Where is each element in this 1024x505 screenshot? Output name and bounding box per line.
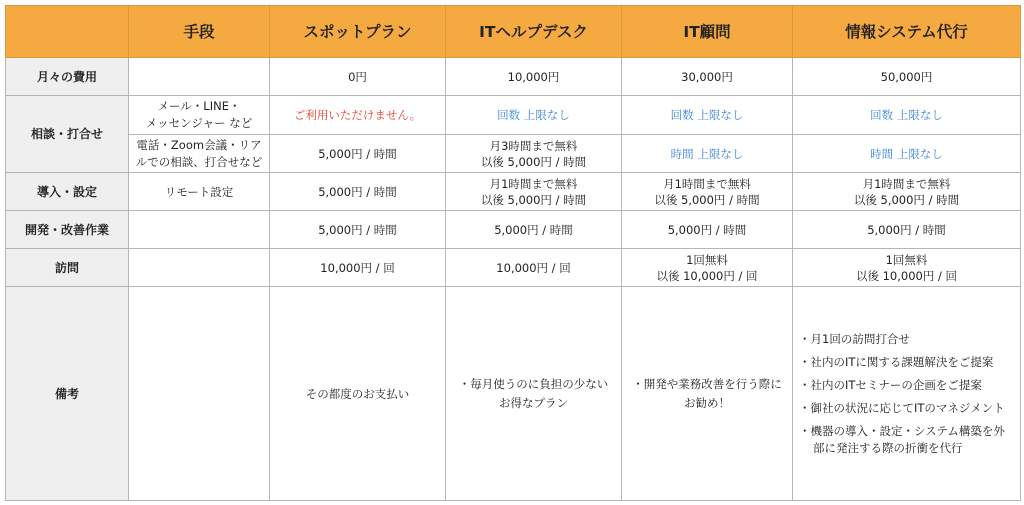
row-sub xyxy=(129,249,270,287)
cell-agency: 時間 上限なし xyxy=(793,135,1021,173)
note-item: ・社内のITセミナーの企画をご提案 xyxy=(799,377,982,392)
header-means: 手段 xyxy=(129,6,270,58)
row-label: 相談・打合せ xyxy=(6,96,129,173)
row-label: 備考 xyxy=(6,287,129,501)
row-sub: リモート設定 xyxy=(129,173,270,211)
header-it-advisor: IT顧問 xyxy=(622,6,793,58)
note-item: ・月1回の訪問打合せ xyxy=(799,331,910,346)
plan-comparison-table xyxy=(5,5,1021,501)
cell-helpdesk: 月1時間まで無料 以後 5,000円 / 時間 xyxy=(446,173,622,211)
row-sub xyxy=(129,58,270,96)
note-item: ・御社の状況に応じてITのマネジメント xyxy=(799,400,1005,415)
row-sub xyxy=(129,211,270,249)
cell-agency xyxy=(793,287,1021,501)
row-consult-a xyxy=(6,96,1021,135)
note-item-continued: 部に発注する際の折衝を代行 xyxy=(813,440,963,455)
cell-agency: 5,000円 / 時間 xyxy=(793,211,1021,249)
row-consult-b xyxy=(6,135,1021,173)
cell-advisor: 5,000円 / 時間 xyxy=(622,211,793,249)
row-sub: 電話・Zoom会議・リア ルでの相談、打合せなど xyxy=(129,135,270,173)
cell-spot: 5,000円 / 時間 xyxy=(270,135,446,173)
header-spot-plan: スポットプラン xyxy=(270,6,446,58)
row-label: 開発・改善作業 xyxy=(6,211,129,249)
header-it-agency: 情報システム代行 xyxy=(793,6,1021,58)
cell-agency: 50,000円 xyxy=(793,58,1021,96)
cell-agency: 回数 上限なし xyxy=(793,96,1021,135)
cell-helpdesk: 5,000円 / 時間 xyxy=(446,211,622,249)
cell-helpdesk: 10,000円 xyxy=(446,58,622,96)
cell-helpdesk: 回数 上限なし xyxy=(446,96,622,135)
header-it-helpdesk: ITヘルプデスク xyxy=(446,6,622,58)
note-item: ・社内のITに関する課題解決をご提案 xyxy=(799,354,994,369)
header-row xyxy=(6,6,1021,58)
row-setup xyxy=(6,173,1021,211)
row-visit xyxy=(6,249,1021,287)
row-label: 月々の費用 xyxy=(6,58,129,96)
cell-helpdesk: 月3時間まで無料 以後 5,000円 / 時間 xyxy=(446,135,622,173)
cell-agency: 月1時間まで無料 以後 5,000円 / 時間 xyxy=(793,173,1021,211)
cell-helpdesk: 10,000円 / 回 xyxy=(446,249,622,287)
cell-agency: 1回無料 以後 10,000円 / 回 xyxy=(793,249,1021,287)
row-sub xyxy=(129,287,270,501)
cell-spot: 5,000円 / 時間 xyxy=(270,211,446,249)
cell-spot: 10,000円 / 回 xyxy=(270,249,446,287)
row-label: 訪問 xyxy=(6,249,129,287)
row-sub: メール・LINE・ メッセンジャー など xyxy=(129,96,270,135)
cell-spot: 5,000円 / 時間 xyxy=(270,173,446,211)
cell-advisor: 時間 上限なし xyxy=(622,135,793,173)
header-corner xyxy=(6,6,129,58)
cell-spot: ご利用いただけません。 xyxy=(270,96,446,135)
cell-advisor: 月1時間まで無料 以後 5,000円 / 時間 xyxy=(622,173,793,211)
cell-advisor: ・開発や業務改善を行う際に お勧め！ xyxy=(622,287,793,501)
cell-spot: 0円 xyxy=(270,58,446,96)
cell-helpdesk: ・毎月使うのに負担の少ない お得なプラン xyxy=(446,287,622,501)
cell-advisor: 30,000円 xyxy=(622,58,793,96)
row-label: 導入・設定 xyxy=(6,173,129,211)
cell-advisor: 1回無料 以後 10,000円 / 回 xyxy=(622,249,793,287)
cell-advisor: 回数 上限なし xyxy=(622,96,793,135)
row-notes xyxy=(6,287,1021,501)
cell-spot: その都度のお支払い xyxy=(270,287,446,501)
row-development xyxy=(6,211,1021,249)
row-monthly-fee xyxy=(6,58,1021,96)
note-item: ・機器の導入・設定・システム構築を外 xyxy=(799,423,1005,438)
